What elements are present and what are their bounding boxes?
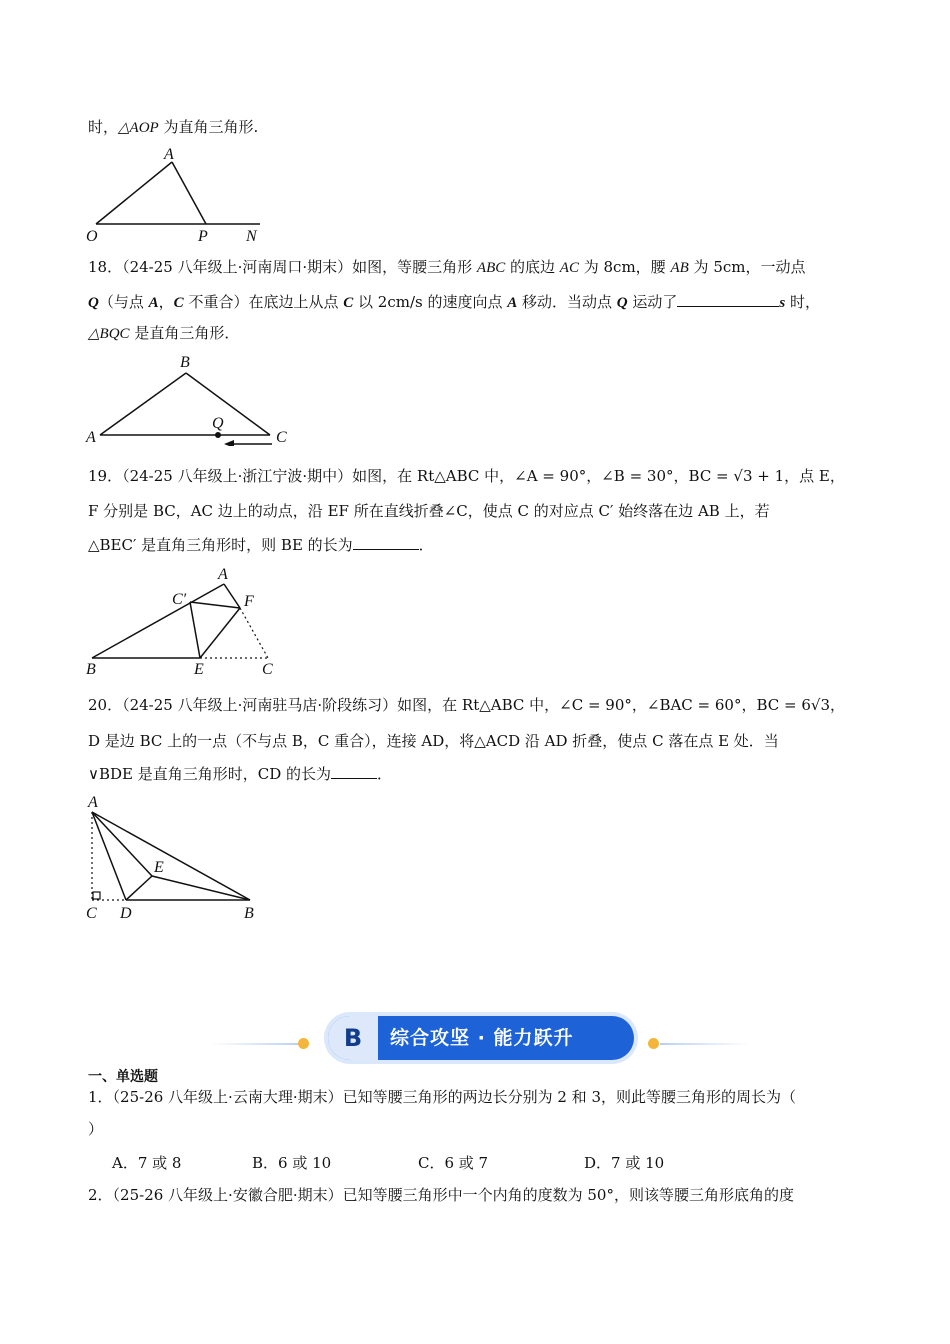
q20-line3: ∨BDE 是直角三角形时，CD 的长为 ． (88, 762, 392, 785)
line-af (224, 584, 240, 608)
line-ab (92, 812, 250, 900)
label-e: E (154, 859, 164, 876)
label-n: N (246, 228, 257, 244)
q1-line2: ） (88, 1120, 104, 1138)
q19-line2: F 分别是 BC，AC 边上的动点，沿 EF 所在直线折叠∠C，使点 C 的对应点 C′ 始终落在边 AB 上，若 (88, 502, 770, 520)
label-a: A (218, 566, 228, 583)
line-bc (186, 373, 270, 435)
line-eb (152, 876, 250, 900)
q19-line3: △BEC′ 是直角三角形时，则 BE 的长为 ． (88, 533, 434, 556)
line-fc-dashed (240, 608, 268, 658)
label-q: Q (212, 415, 224, 432)
q2-line1: 2．（25-26 八年级上·安徽合肥·期末）已知等腰三角形中一个内角的度数为 50°，则该等腰三角形底角的度 (88, 1186, 794, 1204)
q20-line1: 20．（24-25 八年级上·河南驻马店·阶段练习）如图，在 Rt△ABC 中，∠C = 90°，∠BAC = 60°，BC = 6√3， (88, 696, 845, 714)
right-angle-icon (93, 892, 100, 899)
banner-left-dot (298, 1038, 309, 1049)
line-ba (92, 584, 224, 658)
line-ap (172, 162, 206, 224)
q18-line1: 18．（24-25 八年级上·河南周口·期末）如图，等腰三角形 ABC 的底边 AC 为 8cm，腰 AB 为 5cm，一动点 (88, 258, 806, 276)
label-c: C (262, 661, 273, 678)
answer-blank-18[interactable] (677, 290, 779, 307)
label-o: O (86, 228, 98, 244)
banner-right-dot (648, 1038, 659, 1049)
option-d[interactable]: D．7 或 10 (584, 1154, 665, 1172)
option-a[interactable]: A．7 或 8 (112, 1154, 182, 1172)
line-ae (92, 812, 152, 876)
line-oa (96, 162, 172, 224)
option-b[interactable]: B．6 或 10 (252, 1154, 332, 1172)
label-c: C (86, 905, 97, 922)
label-a: A (86, 429, 96, 446)
label-e: E (194, 661, 204, 678)
q18-line3: △BQC 是直角三角形． (88, 324, 240, 342)
q1-line1: 1．（25-26 八年级上·云南大理·期末）已知等腰三角形的两边长分别为 2 和 3，则此等腰三角形的周长为（ (88, 1088, 796, 1106)
figure-19 (84, 562, 284, 680)
label-c: C (276, 429, 287, 446)
line-de (126, 876, 152, 900)
label-f: F (244, 593, 254, 610)
figure-18 (84, 350, 294, 446)
section-banner (210, 1016, 750, 1064)
line-c1f (190, 602, 240, 608)
banner-right-line (660, 1043, 750, 1045)
option-c[interactable]: C．6 或 7 (418, 1154, 489, 1172)
figure-20 (84, 790, 264, 924)
label-c-prime: C′ (172, 591, 187, 608)
label-d: D (120, 905, 132, 922)
line-ab (100, 373, 186, 435)
point-q (215, 432, 221, 438)
arrow-head-icon (224, 440, 234, 446)
answer-blank-20[interactable] (331, 762, 377, 779)
label-a: A (164, 146, 174, 163)
label-b: B (86, 661, 96, 678)
banner-title: 综合攻坚 · 能力跃升 (390, 1027, 574, 1049)
q19-line1: 19．（24-25 八年级上·浙江宁波·期中）如图，在 Rt△ABC 中，∠A = 90°，∠B = 30°，BC = √3 + 1，点 E， (88, 467, 845, 485)
label-b: B (244, 905, 254, 922)
label-p: P (198, 228, 208, 244)
line-c1e (190, 602, 200, 658)
label-a: A (88, 794, 98, 811)
line-ad (92, 812, 126, 900)
answer-blank-19[interactable] (353, 533, 419, 550)
label-b: B (180, 354, 190, 371)
q20-line2: D 是边 BC 上的一点（不与点 B，C 重合），连接 AD，将△ACD 沿 AD 折叠，使点 C 落在点 E 处．当 (88, 732, 779, 750)
banner-left-line (210, 1043, 300, 1045)
section-title: 一、单选题 (88, 1069, 158, 1085)
line-ef (200, 608, 240, 658)
q18-line2: Q（与点 A，C 不重合）在底边上从点 C 以 2cm/s 的速度向点 A 移动．当动点 Q 运动了 s 时， (88, 290, 820, 314)
figure-17 (84, 142, 274, 244)
banner-letter: B (328, 1016, 378, 1060)
q17-tail: 时，△AOP 为直角三角形. (88, 118, 259, 136)
